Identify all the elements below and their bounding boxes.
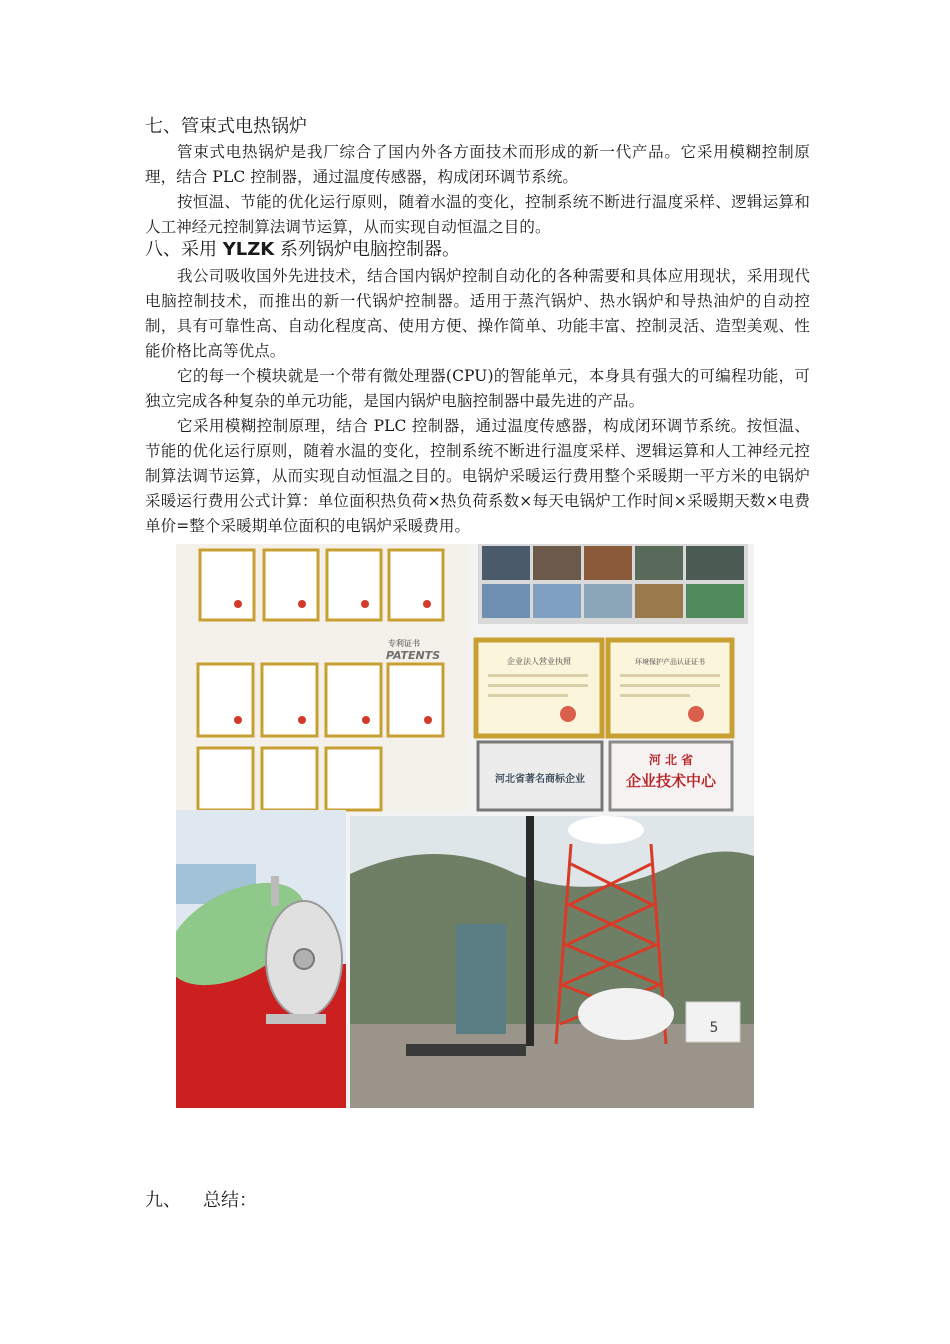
patents-en-label: PATENTS <box>386 649 441 662</box>
patents-cn-label: 专利证书 <box>388 639 420 648</box>
boiler-site-photo <box>350 816 754 1108</box>
tank-number: 5 <box>709 1020 719 1036</box>
section-9-heading <box>145 1186 257 1212</box>
honor-plaques <box>478 742 732 810</box>
factory-photo-grid <box>478 544 748 624</box>
section-8-heading <box>145 238 460 262</box>
electric-boiler-photo <box>176 810 346 1108</box>
section-8-paragraph-1: 我公司吸收国外先进技术，结合国内锅炉控制自动化的各种需要和具体应用现状，采用现代电脑控制技术，而推出的新一代锅炉控制器。适用于蒸汽锅炉、热水锅炉和导热油炉的自动控制，具有可靠性高、自动化程度高、使用方便、操作简单、功能丰富、控制灵活、造型美观、性能价格比高等优点。 <box>145 267 810 360</box>
section-8-heading-model: YLZK <box>222 239 275 260</box>
section-9-number: 九、 <box>145 1190 181 1211</box>
section-7-body <box>145 140 810 240</box>
section-8-heading-suffix: 系列锅炉电脑控制器。 <box>274 239 460 260</box>
section-7-paragraph-2: 按恒温、节能的优化运行原则，随着水温的变化，控制系统不断进行温度采样、逻辑运算和人工神经元控制算法调节运算，从而实现自动恒温之目的。 <box>145 193 810 236</box>
section-7-heading: 七、管束式电热锅炉 <box>145 116 307 137</box>
product-photo-collage <box>176 544 754 1108</box>
section-9-label: 总结： <box>203 1190 257 1211</box>
plaque-a-text: 河北省著名商标企业 <box>495 774 585 785</box>
license-certificates <box>476 640 732 736</box>
cert-a-title: 企业法人营业执照 <box>507 657 571 666</box>
cert-b-title: 环境保护产品认证证书 <box>635 658 705 666</box>
plaque-b-top: 河 北 省 <box>648 753 694 767</box>
section-8-paragraph-3: 它采用模糊控制原理，结合 PLC 控制器，通过温度传感器，构成闭环调节系统。按恒温、节能的优化运行原则，随着水温的变化，控制系统不断进行温度采样、逻辑运算和人工神经元控制算法调节运算，从而实现自动恒温之目的。电锅炉采暖运行费用整个采暖期一平方米的电锅炉采暖运行费用公式计算：单位面积热负荷×热负荷系数×每天电锅炉工作时间×采暖期天数×电费单价=整个采暖期单位面积的电锅炉采暖费用。 <box>145 417 810 535</box>
plaque-b-main: 企业技术中心 <box>625 772 717 790</box>
section-7-paragraph-1: 管束式电热锅炉是我厂综合了国内外各方面技术而形成的新一代产品。它采用模糊控制原理，结合 PLC 控制器，通过温度传感器，构成闭环调节系统。 <box>145 143 810 186</box>
section-8-paragraph-2: 它的每一个模块就是一个带有微处理器(CPU)的智能单元，本身具有强大的可编程功能，可独立完成各种复杂的单元功能，是国内锅炉电脑控制器中最先进的产品。 <box>145 367 810 410</box>
section-8-body <box>145 264 810 539</box>
section-8-heading-prefix: 八、采用 <box>145 239 223 260</box>
